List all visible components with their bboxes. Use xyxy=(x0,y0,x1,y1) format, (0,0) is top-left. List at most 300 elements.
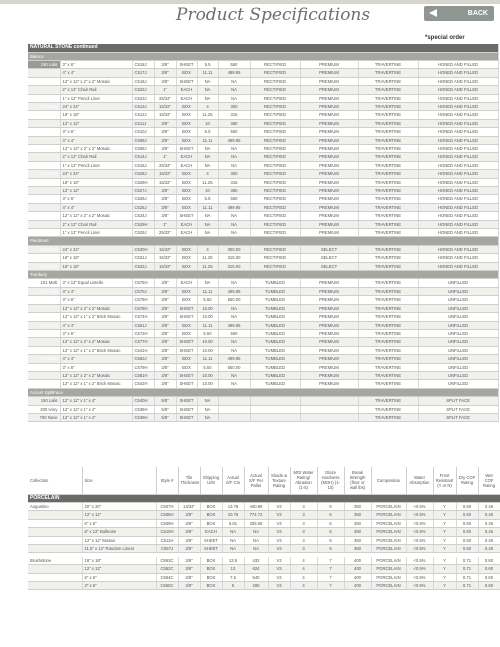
cell-thick: 3/8" xyxy=(154,69,176,77)
color-label: 700 Noce xyxy=(28,355,60,363)
cell-style: C509H xyxy=(156,519,178,527)
cell-col xyxy=(28,519,82,527)
color-label: 700 Noce xyxy=(28,413,60,421)
cell-um: BOX xyxy=(200,557,222,565)
cell-thick: 3/8" xyxy=(178,544,200,552)
color-label xyxy=(28,212,60,220)
page-title: Product Specifications xyxy=(176,5,371,25)
cell-sf: NA xyxy=(197,413,218,421)
cell-sf: 10.00 xyxy=(197,338,218,346)
cell-finish: HONED AND FILLED xyxy=(418,102,498,110)
cell-comp: TRAVERTINE xyxy=(358,287,418,295)
table-row xyxy=(28,254,498,262)
cell-sf: 5.50 xyxy=(197,329,218,337)
cell-pallet: 624 xyxy=(244,565,268,573)
cell-size: 18" x 18" xyxy=(82,557,156,565)
cell-glaze: 7 xyxy=(317,582,344,590)
cell-edge: TUMBLED xyxy=(250,279,300,287)
cell-lb: 499.95 xyxy=(218,69,250,77)
cell-style: C515J xyxy=(132,161,154,169)
table-row xyxy=(28,565,500,573)
cell-water: <0.5% xyxy=(406,528,433,536)
cell-um: SHEET xyxy=(200,536,222,544)
cell-comp: PORCELAIN xyxy=(371,557,406,565)
cell-finish: HONED AND FILLED xyxy=(418,220,498,228)
cell-edge xyxy=(250,413,300,421)
cell-lb: NA xyxy=(218,371,250,379)
cell-thick: 3/8" xyxy=(154,363,176,371)
table-row xyxy=(28,313,498,321)
color-label xyxy=(28,195,60,203)
cell-pallet: NA xyxy=(244,544,268,552)
color-label: 200 Ivory xyxy=(28,102,60,110)
cell-sf: 11.11 xyxy=(197,69,218,77)
cell-style: C529H xyxy=(132,220,154,228)
table-row xyxy=(28,203,498,211)
cell-sf: 11.11 xyxy=(197,136,218,144)
cell-style: C562J xyxy=(132,355,154,363)
cell-lb: NA xyxy=(218,229,250,237)
cell-unit: BOX xyxy=(176,195,197,203)
cell-ctn: NA xyxy=(222,536,244,544)
cell-style: C532J xyxy=(132,262,154,270)
cell-lb: 550.00 xyxy=(218,296,250,304)
table-row xyxy=(28,502,500,510)
cell-um: SHEET xyxy=(200,544,222,552)
cell-thick: 3/8" xyxy=(154,279,176,287)
cell-comp: PORCELAIN xyxy=(371,511,406,519)
cell-comp: TRAVERTINE xyxy=(358,321,418,329)
cell-edge: RECTIFIED xyxy=(250,195,300,203)
cell-comp: TRAVERTINE xyxy=(358,212,418,220)
cell-sf: 11.11 xyxy=(197,287,218,295)
cell-finish: UNFILLED xyxy=(418,313,498,321)
cell-edge: RECTIFIED xyxy=(250,229,300,237)
cell-glaze: 6 xyxy=(317,536,344,544)
cell-finish: HONED AND FILLED xyxy=(418,262,498,270)
cell-comp: TRAVERTINE xyxy=(358,355,418,363)
cell-ctn: 5.81 xyxy=(222,519,244,527)
cell-thick: 3/8" xyxy=(154,144,176,152)
cell-sf: 10 xyxy=(197,187,218,195)
cell-comp: PORCELAIN xyxy=(371,519,406,527)
cell-unit: BOX xyxy=(176,321,197,329)
cell-lb: NA xyxy=(218,304,250,312)
cell-comp: TRAVERTINE xyxy=(358,161,418,169)
table-row xyxy=(28,511,500,519)
group-header-row xyxy=(28,388,498,396)
cell-size: 3" x 12" Equal Listello xyxy=(60,279,132,287)
cell-grade: PREMIUM xyxy=(300,279,358,287)
cell-unit: SHEET xyxy=(176,371,197,379)
cell-unit: BOX xyxy=(176,111,197,119)
cell-finish: HONED AND FILLED xyxy=(418,153,498,161)
color-label xyxy=(28,86,60,94)
cell-edge: TUMBLED xyxy=(250,313,300,321)
cell-lb: 499.95 xyxy=(218,321,250,329)
cell-size: 24" x 24" xyxy=(60,245,132,253)
cell-thick: 3/8" xyxy=(154,136,176,144)
cell-col xyxy=(28,536,82,544)
cell-size: 4" x 4" xyxy=(60,136,132,144)
cell-frost: Y xyxy=(433,511,456,519)
color-label: 200 Ivory xyxy=(28,245,60,253)
cell-pallet: 432 xyxy=(244,557,268,565)
cell-shade: V3 xyxy=(268,536,290,544)
cell-shade: V3 xyxy=(268,502,290,510)
cell-thick: 1" xyxy=(154,86,176,94)
table-row xyxy=(28,195,498,203)
cell-dry: 0.71 xyxy=(456,565,478,573)
cell-dry: 0.60 xyxy=(456,544,478,552)
cell-thick: 3/8" xyxy=(154,329,176,337)
cell-finish: HONED AND FILLED xyxy=(418,119,498,127)
column-header: MOI Water Rating/ Abrasion (1-5) xyxy=(290,467,317,494)
cell-edge: RECTIFIED xyxy=(250,178,300,186)
cell-grade: SELECT xyxy=(300,245,358,253)
cell-pallet: NA xyxy=(244,528,268,536)
back-button[interactable] xyxy=(424,6,494,21)
cell-size: 2" x 12" Chair Rail xyxy=(60,153,132,161)
cell-dry: 0.60 xyxy=(456,511,478,519)
cell-grade: PREMIUM xyxy=(300,128,358,136)
cell-grade: PREMIUM xyxy=(300,363,358,371)
cell-comp: TRAVERTINE xyxy=(358,405,418,413)
cell-size: 11.5" x 12" Random Linear xyxy=(82,544,156,552)
column-header: Wet COF Rating xyxy=(478,467,500,494)
cell-style: C527J xyxy=(132,187,154,195)
cell-sf: 5.5 xyxy=(197,128,218,136)
cell-grade: PREMIUM xyxy=(300,69,358,77)
cell-unit: SHEET xyxy=(176,413,197,421)
cell-edge: TUMBLED xyxy=(250,363,300,371)
cell-size: 4" x 4" xyxy=(60,203,132,211)
cell-thick: 3/8" xyxy=(154,296,176,304)
table-row xyxy=(28,245,498,253)
color-label xyxy=(28,187,60,195)
cell-grade: PREMIUM xyxy=(300,380,358,388)
cell-comp: TRAVERTINE xyxy=(358,380,418,388)
cell-moi: 3 xyxy=(290,511,317,519)
cell-col xyxy=(28,582,82,590)
cell-lb: 499.95 xyxy=(218,136,250,144)
cell-sf: NA xyxy=(197,212,218,220)
cell-size: 24" x 24" xyxy=(60,102,132,110)
cell-thick: 3/8" xyxy=(154,119,176,127)
cell-edge: RECTIFIED xyxy=(250,144,300,152)
cell-thick: 3/8" xyxy=(154,187,176,195)
cell-finish: SPLIT FACE xyxy=(418,413,498,421)
cell-grade: SELECT xyxy=(300,254,358,262)
cell-frost: Y xyxy=(433,544,456,552)
cell-sf: 10.00 xyxy=(197,313,218,321)
cell-sf: NA xyxy=(197,397,218,405)
cell-thick: 15/32" xyxy=(154,170,176,178)
cell-style: C528J xyxy=(132,170,154,178)
cell-sf: 4 xyxy=(197,102,218,110)
cell-water: <0.5% xyxy=(406,573,433,581)
cell-size: 12" x 12" x 2" x 2" Mosaic xyxy=(60,144,132,152)
cell-style: C518J xyxy=(132,60,154,68)
cell-grade: PREMIUM xyxy=(300,144,358,152)
cell-thick: 15/32" xyxy=(154,178,176,186)
table-row xyxy=(28,582,500,590)
cell-pallet: NA xyxy=(244,536,268,544)
table-row xyxy=(28,77,498,85)
cell-style: C579H xyxy=(132,363,154,371)
cell-grade: PREMIUM xyxy=(300,220,358,228)
table-row xyxy=(28,557,500,565)
cell-brk: 400 xyxy=(344,573,371,581)
cell-size: 24" x 24" xyxy=(60,170,132,178)
cell-sf: 5.50 xyxy=(197,296,218,304)
cell-dry: 0.60 xyxy=(456,528,478,536)
table-row xyxy=(28,119,498,127)
color-label: 150 Lalis xyxy=(28,287,60,295)
cell-grade: PREMIUM xyxy=(300,86,358,94)
cell-unit: SHEET xyxy=(176,338,197,346)
cell-wet: 0.45 xyxy=(478,519,500,527)
cell-lb: 315.00 xyxy=(218,262,250,270)
cell-comp: PORCELAIN xyxy=(371,536,406,544)
cell-unit: SHEET xyxy=(176,380,197,388)
table-row xyxy=(28,329,498,337)
cell-edge: RECTIFIED xyxy=(250,77,300,85)
table-row xyxy=(28,86,498,94)
cell-finish: HONED AND FILLED xyxy=(418,187,498,195)
cell-lb: 300 xyxy=(218,170,250,178)
cell-brk: 350 xyxy=(344,511,371,519)
cell-thick: 3/8" xyxy=(154,313,176,321)
cell-glaze: 7 xyxy=(317,565,344,573)
cell-unit: BOX xyxy=(176,119,197,127)
cell-sf: 11.11 xyxy=(197,203,218,211)
cell-edge: RECTIFIED xyxy=(250,245,300,253)
cell-comp: TRAVERTINE xyxy=(358,60,418,68)
cell-water: <0.5% xyxy=(406,557,433,565)
cell-grade: PREMIUM xyxy=(300,371,358,379)
table-row xyxy=(28,405,498,413)
cell-unit: BOX xyxy=(176,254,197,262)
table-row xyxy=(28,279,498,287)
cell-comp: TRAVERTINE xyxy=(358,195,418,203)
cell-thick: 3/8" xyxy=(154,77,176,85)
cell-thick: 3/8" xyxy=(178,511,200,519)
cell-sf: NA xyxy=(197,405,218,413)
cell-lb: NA xyxy=(218,380,250,388)
cell-style: C581H xyxy=(132,371,154,379)
cell-thick: 3/8" xyxy=(178,519,200,527)
cell-frost: Y xyxy=(433,557,456,565)
cell-size: 12" x 12" xyxy=(60,187,132,195)
cell-comp: TRAVERTINE xyxy=(358,86,418,94)
table-row xyxy=(28,346,498,354)
cell-shade: V3 xyxy=(268,544,290,552)
table-row xyxy=(28,178,498,186)
cell-style: C542H xyxy=(132,380,154,388)
cell-edge: RECTIFIED xyxy=(250,203,300,211)
color-label xyxy=(28,119,60,127)
section-title: NATURAL STONE continued xyxy=(28,44,498,52)
cell-grade: PREMIUM xyxy=(300,161,358,169)
column-header: Break Strength (floor or wall lbs) xyxy=(344,467,371,494)
cell-ctn: NA xyxy=(222,544,244,552)
cell-unit: BOX xyxy=(176,178,197,186)
cell-comp: TRAVERTINE xyxy=(358,153,418,161)
cell-um: BOX xyxy=(200,511,222,519)
cell-grade: PREMIUM xyxy=(300,203,358,211)
cell-thick: 3/8" xyxy=(154,355,176,363)
cell-grade: PREMIUM xyxy=(300,77,358,85)
cell-style: C516J xyxy=(132,77,154,85)
cell-lb: 550.00 xyxy=(218,363,250,371)
cell-comp: TRAVERTINE xyxy=(358,279,418,287)
cell-edge: RECTIFIED xyxy=(250,170,300,178)
cell-grade: PREMIUM xyxy=(300,287,358,295)
color-label xyxy=(28,380,60,388)
cell-thick: 3/8" xyxy=(154,346,176,354)
cell-unit: EACH xyxy=(176,229,197,237)
cell-sf: 11.11 xyxy=(197,355,218,363)
cell-pallet: 290 xyxy=(244,582,268,590)
cell-style: C531J xyxy=(132,254,154,262)
table-row xyxy=(28,144,498,152)
cell-unit: SHEET xyxy=(176,346,197,354)
cell-edge: RECTIFIED xyxy=(250,254,300,262)
cell-comp: TRAVERTINE xyxy=(358,363,418,371)
cell-brk: 350 xyxy=(344,544,371,552)
cell-grade: PREMIUM xyxy=(300,178,358,186)
cell-style: C536H xyxy=(132,405,154,413)
column-header: Water Absorption xyxy=(406,467,433,494)
table-row xyxy=(28,573,500,581)
cell-style: C507H xyxy=(156,502,178,510)
cell-lb: NA xyxy=(218,220,250,228)
table-row xyxy=(28,187,498,195)
cell-thick: 5/8" xyxy=(154,405,176,413)
cell-comp: TRAVERTINE xyxy=(358,329,418,337)
cell-lb: 315 xyxy=(218,178,250,186)
cell-moi: 3 xyxy=(290,536,317,544)
cell-sf: 10.00 xyxy=(197,371,218,379)
cell-unit: BOX xyxy=(176,136,197,144)
cell-brk: 400 xyxy=(344,565,371,573)
cell-size: 12" x 12" x 2" x 2" Mosaic xyxy=(60,338,132,346)
cell-edge: TUMBLED xyxy=(250,371,300,379)
cell-dry: 0.60 xyxy=(456,536,478,544)
cell-edge: RECTIFIED xyxy=(250,69,300,77)
cell-comp: TRAVERTINE xyxy=(358,203,418,211)
group-title: Bianco xyxy=(28,52,498,60)
cell-comp: TRAVERTINE xyxy=(358,220,418,228)
cell-thick: 15/32" xyxy=(154,102,176,110)
color-label xyxy=(28,178,60,186)
cell-finish: HONED AND FILLED xyxy=(418,60,498,68)
cell-finish: HONED AND FILLED xyxy=(418,245,498,253)
cell-style: C526J xyxy=(132,195,154,203)
cell-edge: RECTIFIED xyxy=(250,136,300,144)
cell-moi: 4 xyxy=(290,557,317,565)
cell-style: C574H xyxy=(132,313,154,321)
group-header-row xyxy=(28,271,498,279)
cell-lb: NA xyxy=(218,212,250,220)
cell-frost: Y xyxy=(433,519,456,527)
cell-sf: 11.25 xyxy=(197,111,218,119)
cell-unit: EACH xyxy=(176,94,197,102)
cell-lb: 550 xyxy=(218,60,250,68)
cell-thick: 3/8" xyxy=(178,536,200,544)
cell-thick: 5/8" xyxy=(154,397,176,405)
column-header: Size xyxy=(82,467,156,494)
color-label: 200 Ivory xyxy=(28,405,60,413)
cell-size: 4" x 4" xyxy=(60,287,132,295)
cell-finish: UNFILLED xyxy=(418,346,498,354)
cell-water: <0.5% xyxy=(406,536,433,544)
cell-thick: 3/8" xyxy=(178,528,200,536)
cell-style: C525J xyxy=(132,203,154,211)
cell-comp: TRAVERTINE xyxy=(358,102,418,110)
cell-wet: 0.45 xyxy=(478,536,500,544)
cell-grade: PREMIUM xyxy=(300,195,358,203)
cell-lb: NA xyxy=(218,153,250,161)
cell-sf: 5.5 xyxy=(197,60,218,68)
column-header: Glaze Hardness (MOH) (1-10) xyxy=(317,467,344,494)
cell-style: C541H xyxy=(132,346,154,354)
cell-comp: PORCELAIN xyxy=(371,582,406,590)
cell-style: C576H xyxy=(132,296,154,304)
column-header: Composition xyxy=(371,467,406,494)
cell-finish: HONED AND FILLED xyxy=(418,136,498,144)
cell-grade: PREMIUM xyxy=(300,346,358,354)
cell-grade: PREMIUM xyxy=(300,296,358,304)
color-label xyxy=(28,296,60,304)
color-label xyxy=(28,136,60,144)
color-label xyxy=(28,371,60,379)
table-row xyxy=(28,102,498,110)
cell-size: 3" x 6" xyxy=(82,582,156,590)
cell-comp: PORCELAIN xyxy=(371,565,406,573)
cell-wet: 0.45 xyxy=(478,502,500,510)
cell-style: C524J xyxy=(132,212,154,220)
table-row xyxy=(28,69,498,77)
table-row xyxy=(28,287,498,295)
cell-comp: TRAVERTINE xyxy=(358,77,418,85)
column-header: Collection xyxy=(28,467,82,494)
cell-comp: TRAVERTINE xyxy=(358,254,418,262)
cell-edge: RECTIFIED xyxy=(250,153,300,161)
cell-lb: NA xyxy=(218,338,250,346)
cell-lb xyxy=(218,405,250,413)
cell-unit: SHEET xyxy=(176,397,197,405)
cell-lb: 300 xyxy=(218,102,250,110)
cell-shade: V3 xyxy=(268,565,290,573)
cell-shade: V3 xyxy=(268,557,290,565)
cell-finish: UNFILLED xyxy=(418,355,498,363)
cell-col xyxy=(28,573,82,581)
cell-water: <0.5% xyxy=(406,502,433,510)
color-label xyxy=(28,254,60,262)
cell-size: 12" x 12" x 2" x 2" Mosaic xyxy=(60,77,132,85)
back-button-label: BACK xyxy=(467,10,488,17)
cell-dry: 0.60 xyxy=(456,519,478,527)
cell-lb: NA xyxy=(218,279,250,287)
cell-col: Brushstone xyxy=(28,557,82,565)
cell-style: C554C xyxy=(156,573,178,581)
cell-frost: Y xyxy=(433,536,456,544)
cell-unit: SHEET xyxy=(176,77,197,85)
column-header: Style # xyxy=(156,467,178,494)
cell-grade: PREMIUM xyxy=(300,212,358,220)
